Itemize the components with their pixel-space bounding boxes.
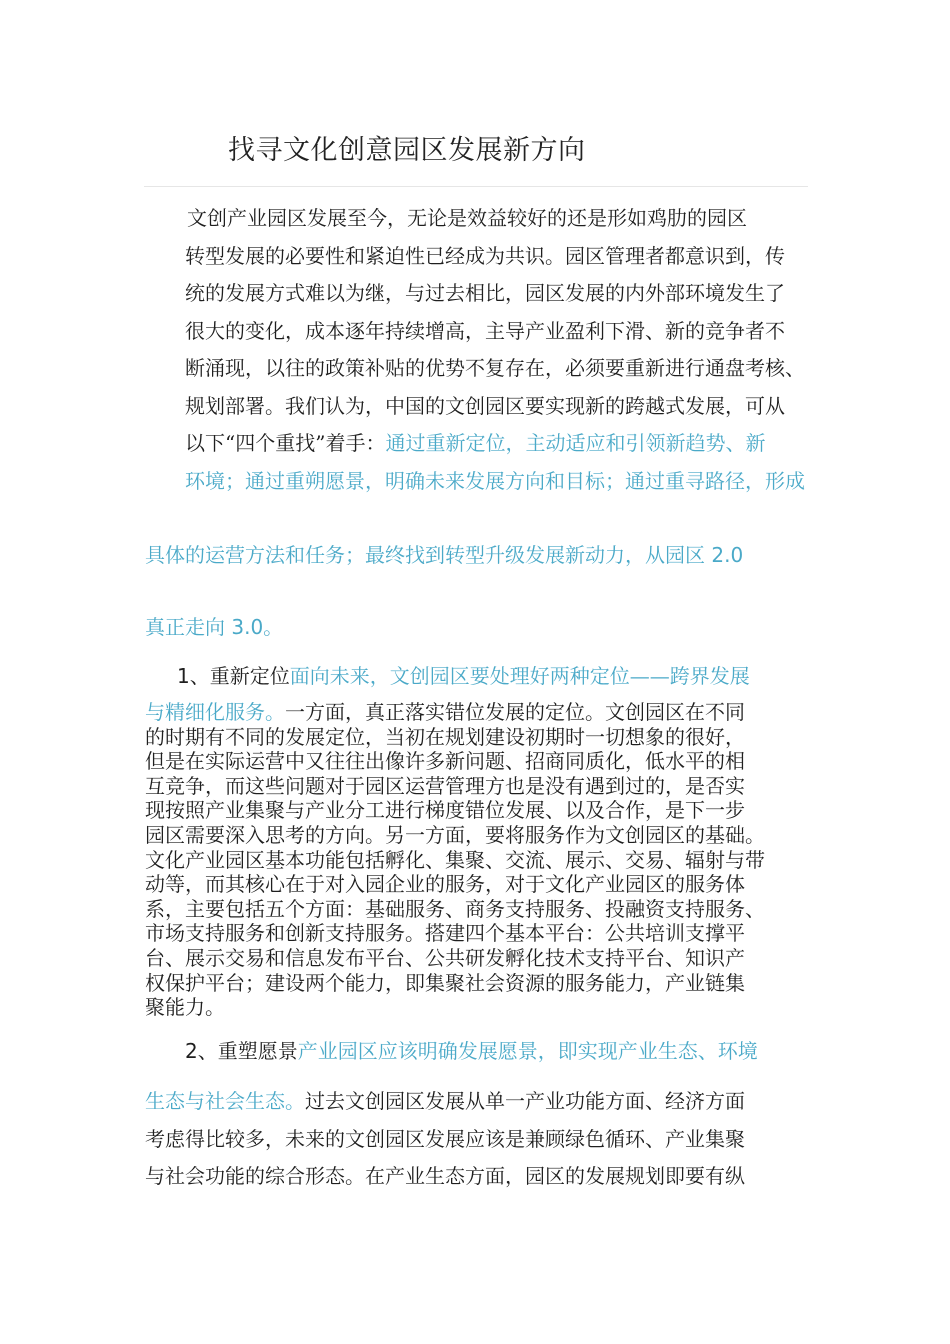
intro-line-3: 统的发展方式难以为继，与过去相比，园区发展的内外部环境发生了 <box>185 281 785 305</box>
section-1-body <box>145 700 807 1020</box>
section-2-heading: 2、重塑愿景 <box>185 1039 298 1063</box>
section-2-lead-line-1 <box>145 1033 807 1069</box>
section-2-highlight-2: 生态与社会生态。 <box>145 1089 305 1113</box>
section-1-text-2: 但是在实际运营中又往往出像许多新问题、招商同质化，低水平的相 <box>145 749 745 774</box>
document-title: 找寻文化创意园区发展新方向 <box>228 135 586 166</box>
section-2-text-2: 与社会功能的综合形态。在产业生态方面，园区的发展规划即要有纵 <box>145 1164 745 1188</box>
intro-tail <box>145 519 807 663</box>
intro-line-7 <box>145 425 807 463</box>
section-1-text-0: 一方面，真正落实错位发展的定位。文创园区在不同 <box>285 700 745 724</box>
section-1-text-11: 权保护平台；建设两个能力，即集聚社会资源的服务能力，产业链集 <box>145 970 745 995</box>
section-1-lead <box>145 660 807 693</box>
section-1-line-1 <box>145 700 807 725</box>
section-2-text-1: 考虑得比较多，未来的文创园区发展应该是兼顾绿色循环、产业集聚 <box>145 1126 745 1151</box>
section-1-text-9: 市场支持服务和创新支持服务。搭建四个基本平台：公共培训支撑平 <box>145 921 745 946</box>
intro-line-4: 很大的变化，成本逐年持续增高，主导产业盈利下滑、新的竞争者不 <box>185 318 785 343</box>
section-2-body <box>145 1083 807 1196</box>
section-2-lead <box>145 1033 807 1069</box>
section-1-text-3: 互竞争，而这些问题对于园区运营管理方也是没有遇到过的，是否实 <box>145 773 745 798</box>
intro-line-7-highlight: 通过重新定位，主动适应和引领新趋势、新 <box>385 431 766 455</box>
intro-line-8-highlight: 环境；通过重朔愿景，明确未来发展方向和目标；通过重寻路径，形成 <box>185 468 805 493</box>
intro-line-5: 断涌现，以往的政策补贴的优势不复存在，必须要重新进行通盘考核、 <box>185 356 805 380</box>
section-1-text-1: 的时期有不同的发展定位，当初在规划建设初期时一切想象的很好， <box>145 724 745 749</box>
section-1-text-12: 聚能力。 <box>145 995 225 1020</box>
intro-line-9-highlight: 具体的运营方法和任务；最终找到转型升级发展新动力，从园区 2.0 <box>145 543 744 567</box>
section-1-highlight-1: 面向未来，文创园区要处理好两种定位——跨界发展 <box>289 664 750 688</box>
intro-line-7-plain: 以下“四个重找”着手： <box>185 431 386 455</box>
title-divider <box>144 186 808 187</box>
section-1-text-6: 文化产业园区基本功能包括孵化、集聚、交流、展示、交易、辐射与带 <box>145 847 765 872</box>
section-1-text-5: 园区需要深入思考的方向。另一方面，要将服务作为文创园区的基础。 <box>145 822 765 847</box>
section-1-lead-line-1 <box>145 660 807 693</box>
section-1-text-4: 现按照产业集聚与产业分工进行梯度错位发展、以及合作，是下一步 <box>145 798 745 823</box>
intro-line-1: 文创产业园区发展至今，无论是效益较好的还是形如鸡肋的园区 <box>187 206 747 230</box>
section-2-line-1 <box>145 1083 807 1121</box>
intro-line-2: 转型发展的必要性和紧迫性已经成为共识。园区管理者都意识到，传 <box>185 243 785 268</box>
section-1-text-8: 系，主要包括五个方面：基础服务、商务支持服务、投融资支持服务、 <box>145 896 765 921</box>
section-1-heading: 1、重新定位 <box>177 664 290 688</box>
intro-line-10-highlight: 真正走向 3.0。 <box>145 615 284 639</box>
section-1-highlight-2: 与精细化服务。 <box>145 700 285 724</box>
intro-paragraph <box>145 200 807 500</box>
section-1-text-7: 动等，而其核心在于对入园企业的服务，对于文化产业园区的服务体 <box>145 872 745 897</box>
intro-line-6: 规划部署。我们认为，中国的文创园区要实现新的跨越式发展，可从 <box>185 393 785 418</box>
section-2-text-0: 过去文创园区发展从单一产业功能方面、经济方面 <box>305 1089 745 1113</box>
section-1-text-10: 台、展示交易和信息发布平台、公共研发孵化技术支持平台、知识产 <box>145 945 745 970</box>
section-2-highlight-1: 产业园区应该明确发展愿景，即实现产业生态、环境 <box>297 1039 758 1063</box>
